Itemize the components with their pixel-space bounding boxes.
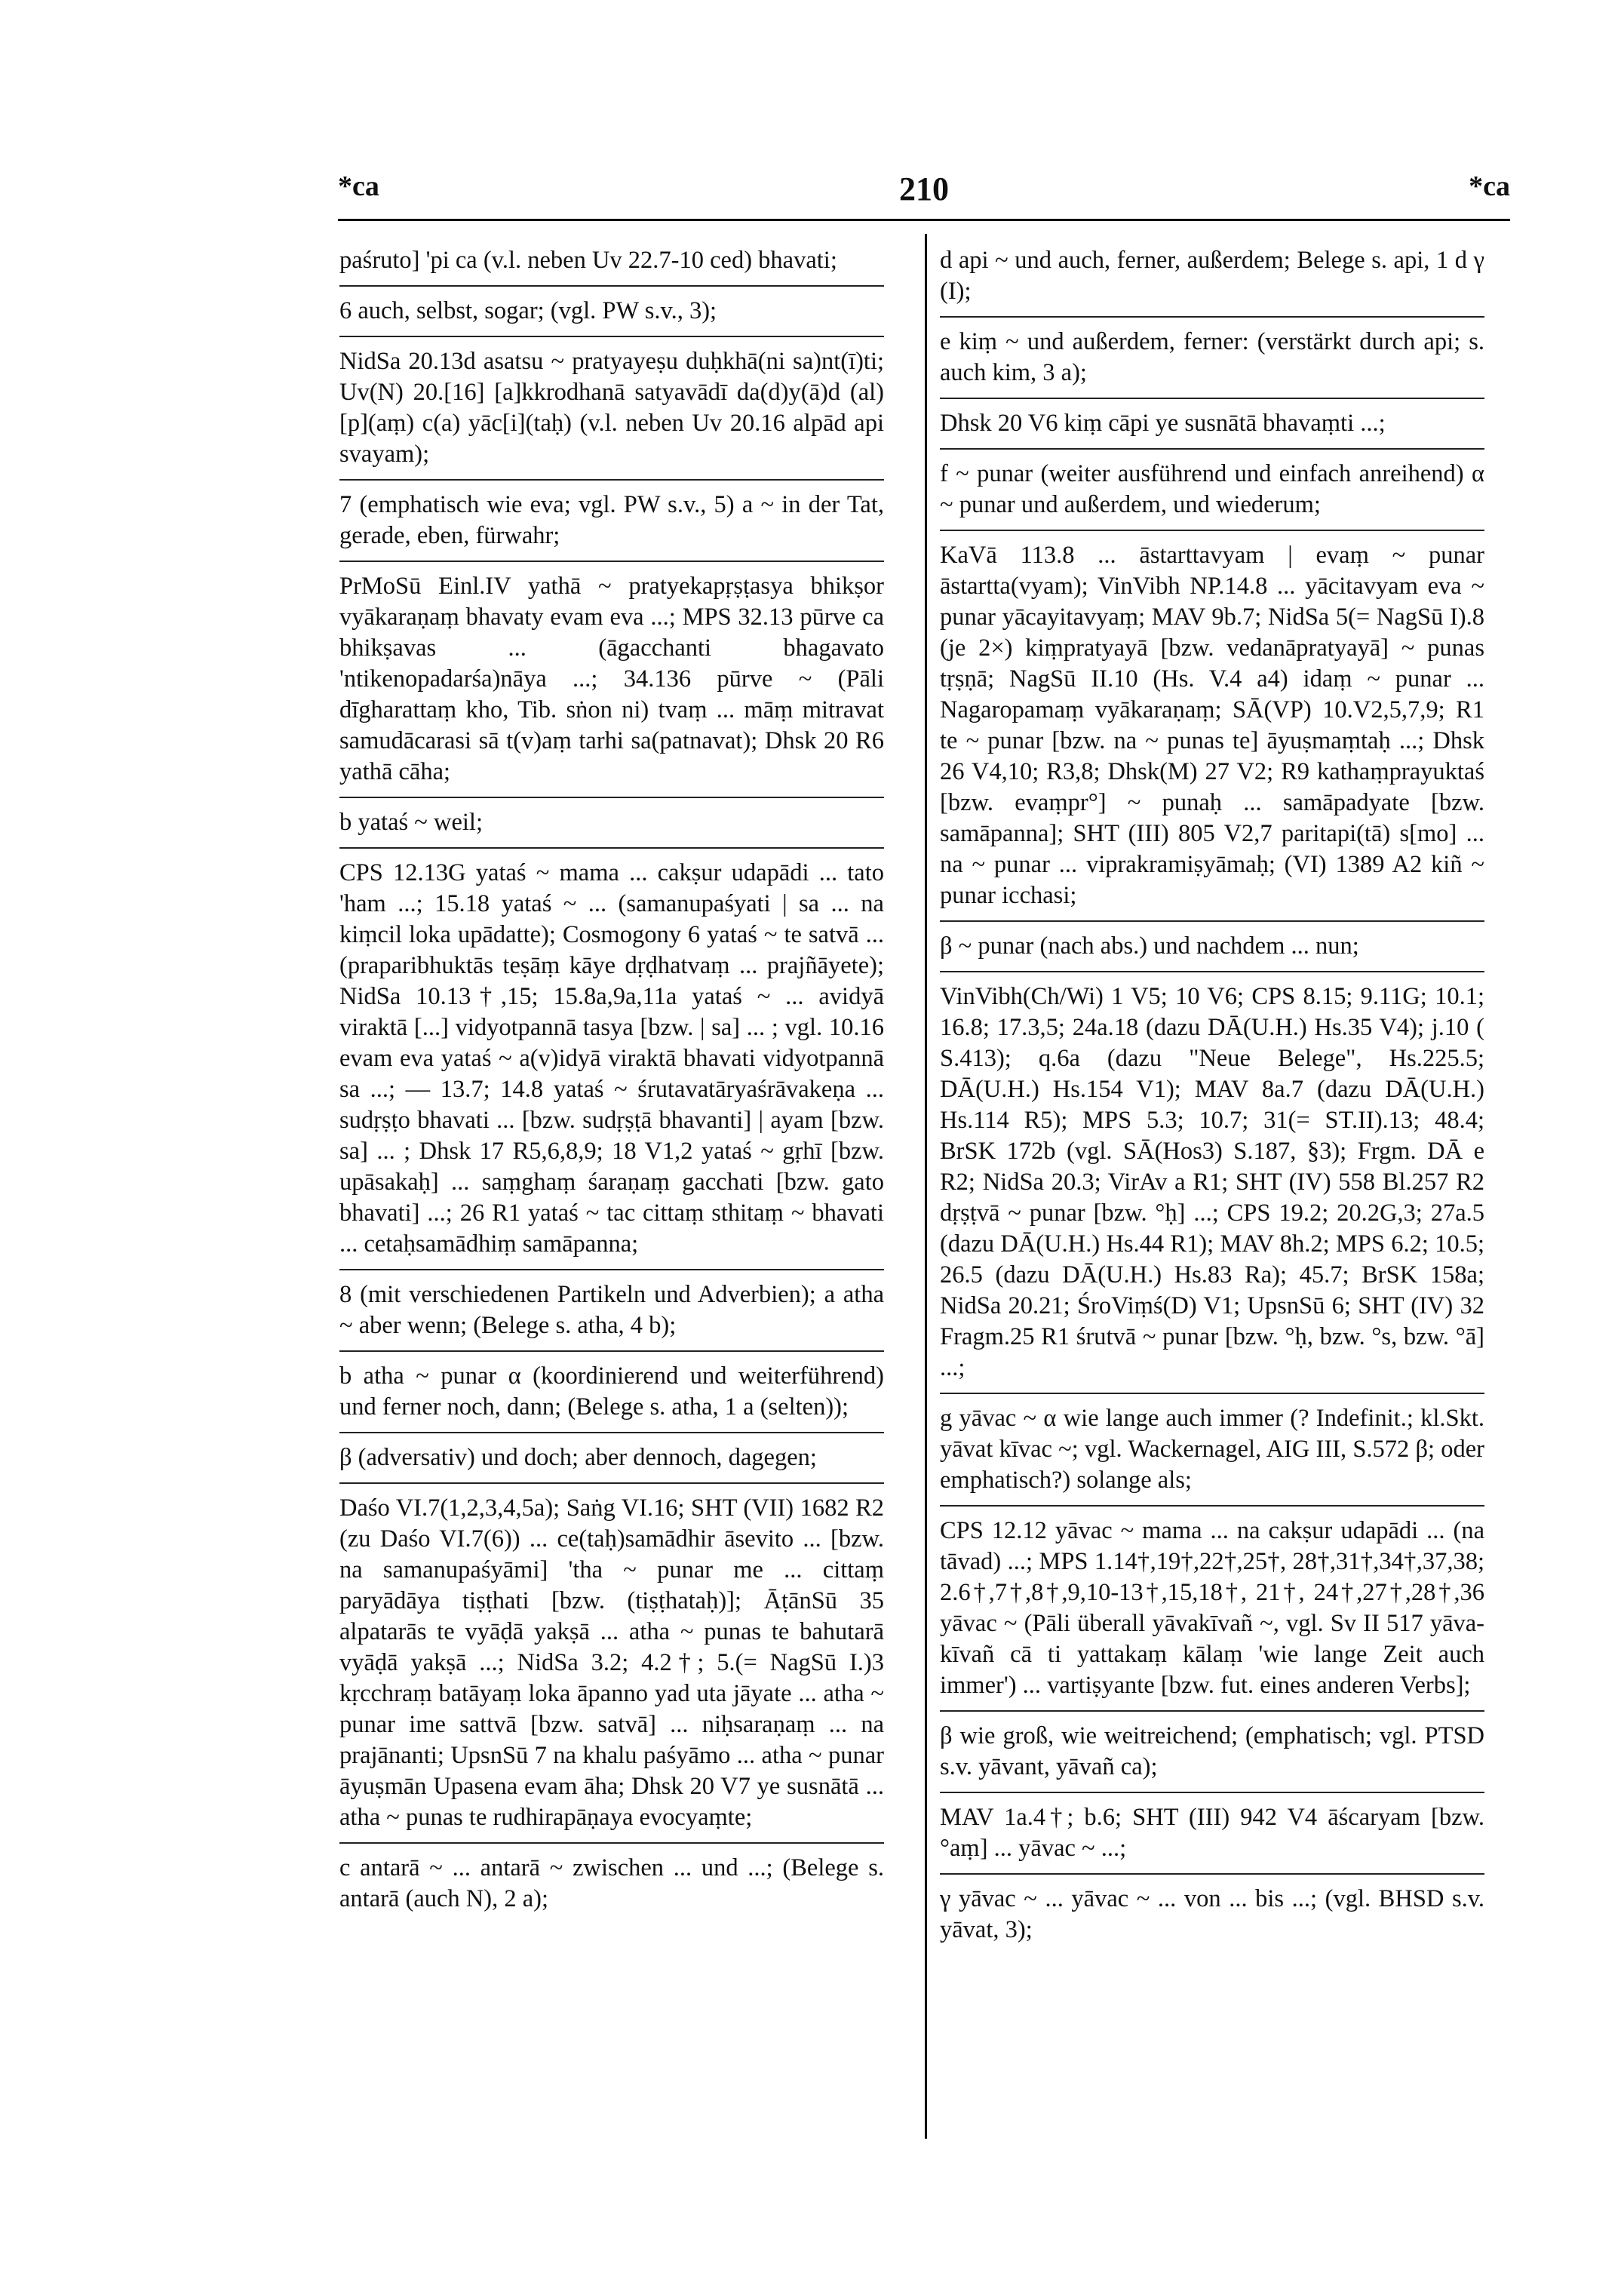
entry: β (adversativ) und doch; aber dennoch, dagegen; — [339, 1444, 817, 1471]
right-column — [940, 245, 1484, 1955]
entry: c antarā ~ ... antarā ~ zwischen ... und ...; (Belege s. antarā (auch N), 2 a); — [339, 1854, 884, 1912]
entry: f ~ punar (weiter ausführend und einfach anreihend) α ~ punar und außerdem, und wiederum; — [940, 460, 1484, 518]
entry-separator — [339, 1350, 884, 1352]
entry: CPS 12.12 yāvac ~ mama ... na cakṣur udapādi ... (na tāvad) ...; MPS 1.14†,19†,22†,25†, 28†,31†,34†,37,38; 2.6†,7†,8†,9,10-13†,15,18†, 21†, 24†,27†,28†,36 yāvac ~ (Pāli überall yāvakīvañ ~, vgl. Sv II 517 yāva-kīvañ cā ti yattakaṃ kālaṃ 'wie lange Zeit auch immer') ... vartiṣyante [bzw. fut. eines anderen Verbs]; — [940, 1517, 1484, 1699]
entry: VinVibh(Ch/Wi) 1 V5; 10 V6; CPS 8.15; 9.11G; 10.1; 16.8; 17.3,5; 24a.18 (dazu DĀ(U.H.) Hs.35 V4); j.10 ( S.413); q.6a (dazu "Neue Belege", Hs.225.5; DĀ(U.H.) Hs.154 V1); MAV 8a.7 (dazu DĀ(U.H.) Hs.114 R5); MPS 5.3; 10.7; 31(= ST.II).13; 48.4; BrSK 172b (vgl. SĀ(Hos3) S.187, §3); Frgm. DĀ e R2; NidSa 20.3; VirAv a R1; SHT (IV) 558 Bl.257 R2 dṛṣṭvā ~ punar [bzw. °ḥ] ...; CPS 19.2; 20.2G,3; 27a.5 (dazu DĀ(U.H.) Hs.44 R1); MAV 8h.2; MPS 6.2; 10.5; 26.5 (dazu DĀ(U.H.) Hs.83 Ra); 45.7; BrSK 158a; NidSa 20.21; ŚroViṃś(D) V1; UpsnSū 6; SHT (IV) 32 Fragm.25 R1 śrutvā ~ punar [bzw. °ḥ, bzw. °s, bzw. °ā] ...; — [940, 983, 1484, 1381]
entry-separator — [940, 1792, 1484, 1793]
entry: CPS 12.13G yataś ~ mama ... cakṣur udapādi ... tato 'ham ...; 15.18 yataś ~ ... (samanupaśyati | sa ... na kiṃcil loka upādatte); Cosmogony 6 yataś ~ te satvā ... (praparibhuktās teṣāṃ kāye dṛḍhatvaṃ ... prajñāyete); NidSa 10.13†,15; 15.8a,9a,11a yataś ~ ... avidyā viraktā [...] vidyotpannā tasya [bzw. | sa] ... ; vgl. 10.16 evam eva yataś ~ a(v)idyā viraktā bhavati vidyotpannā sa ...; — 13.7; 14.8 yataś ~ śrutavatāryaśrāvakeṇa ... sudṛṣṭo bhavati ... [bzw. sudṛṣṭā bhavanti] | ayam [bzw. sa] ... ; Dhsk 17 R5,6,8,9; 18 V1,2 yataś ~ gṛhī [bzw. upāsakaḥ] ... saṃghaṃ śaraṇaṃ gacchati [bzw. gato bhavati] ...; 26 R1 yataś ~ tac cittaṃ sthitaṃ ~ bhavati ... cetaḥsamādhiṃ samāpanna; — [339, 859, 884, 1258]
entry-separator — [940, 1873, 1484, 1875]
entry: Dhsk 20 V6 kiṃ cāpi ye susnātā bhavaṃti ...; — [940, 410, 1386, 437]
entry: g yāvac ~ α wie lange auch immer (? Indefinit.; kl.Skt. yāvat kīvac ~; vgl. Wackernagel, AIG III, S.572 β; oder emphatisch?) solange als; — [940, 1405, 1484, 1494]
entry-separator — [940, 316, 1484, 318]
entry-separator — [940, 920, 1484, 922]
entry: 7 (emphatisch wie eva; vgl. PW s.v., 5) a ~ in der Tat, gerade, eben, fürwahr; — [339, 491, 884, 549]
entry-separator — [940, 1505, 1484, 1507]
entry-separator — [339, 285, 884, 287]
entry: paśruto] 'pi ca (v.l. neben Uv 22.7-10 ced) bhavati; — [339, 247, 837, 274]
entry-separator — [339, 797, 884, 798]
page-number: 210 — [899, 170, 949, 207]
entry: β ~ punar (nach abs.) und nachdem ... nun; — [940, 932, 1359, 960]
entry-separator — [339, 847, 884, 849]
entry: Daśo VI.7(1,2,3,4,5a); Saṅg VI.16; SHT (VII) 1682 R2 (zu Daśo VI.7(6)) ... ce(taḥ)samādhir āsevito ... [bzw. na samanupaśyāmi] 'tha ~ punar me ... cittaṃ paryādāya tiṣṭhati [bzw. (tiṣṭhataḥ)]; ĀṭānSū 35 alpatarās te vyāḍā yakṣā ... atha ~ punas te bahutarā vyāḍā yakṣā ...; NidSa 3.2; 4.2†; 5.(= NagSū I.)3 kṛcchraṃ batāyaṃ loka āpanno yad uta jāyate ... atha ~ punar ime sattvā [bzw. satvā] ... niḥsaraṇaṃ ... na prajānanti; UpsnSū 7 na khalu paśyāmo ... atha ~ punar āyuṣmān Upasena evam āha; Dhsk 20 V7 ye susnātā ... atha ~ punas te rudhirapāṇaya evocyaṃte; — [339, 1494, 884, 1831]
left-column — [339, 245, 884, 1924]
entry: PrMoSū Einl.IV yathā ~ pratyekapṛṣṭasya bhikṣor vyākaraṇaṃ bhavaty evam eva ...; MPS 32.13 pūrve ca bhikṣavas ... (āgacchanti bhagavato 'ntikenopadarśa)nāya ...; 34.136 pūrve ~ (Pāli dīgharattaṃ kho, Tib. sṅon ni) tvaṃ ... māṃ mitravat samudācarasi sā t(v)aṃ tarhi sa(patnavat); Dhsk 20 R6 yathā cāha; — [339, 573, 884, 785]
entry-separator — [940, 971, 1484, 972]
entry-separator — [339, 1269, 884, 1270]
header-left-keyword: *ca — [338, 170, 379, 202]
entry-separator — [339, 1432, 884, 1433]
header-rule — [338, 219, 1510, 221]
entry: β wie groß, wie weitreichend; (emphatisch; vgl. PTSD s.v. yāvant, yāvañ ca); — [940, 1722, 1484, 1780]
entry-separator — [339, 1842, 884, 1844]
entry-separator — [339, 336, 884, 337]
entry: d api ~ und auch, ferner, außerdem; Belege s. api, 1 d γ (I); — [940, 247, 1484, 305]
entry: NidSa 20.13d asatsu ~ pratyayeṣu duḥkhā(ni sa)nt(ī)ti; Uv(N) 20.[16] [a]kkrodhanā satyavādī da(d)y(ā)d (al)[p](aṃ) c(a) yāc[i](taḥ) (v.l. neben Uv 20.16 alpād api svayam); — [339, 348, 884, 468]
entry-separator — [339, 1482, 884, 1484]
header-right-keyword: *ca — [1469, 170, 1510, 202]
entry-separator — [940, 398, 1484, 399]
entry: γ yāvac ~ ... yāvac ~ ... von ... bis ...; (vgl. BHSD s.v. yāvat, 3); — [940, 1885, 1484, 1943]
column-divider — [925, 234, 927, 2139]
entry-separator — [339, 561, 884, 562]
entry-separator — [339, 479, 884, 481]
entry: 6 auch, selbst, sogar; (vgl. PW s.v., 3); — [339, 297, 717, 324]
entry: KaVā 113.8 ... āstarttavyam | evaṃ ~ punar āstartta(vyam); VinVibh NP.14.8 ... yācitavyam eva ~ punar yācayitavyaṃ; MAV 9b.7; NidSa 5(= NagSū I).8 (je 2×) kiṃpratyayā [bzw. vedanāpratyayā] ~ punas tṛṣṇā; NagSū II.10 (Hs. V.4 a4) idaṃ ~ punar ... Nagaropamaṃ vyākaraṇaṃ; SĀ(VP) 10.V2,5,7,9; R1 te ~ punar [bzw. na ~ punas te] āyuṣmaṃtaḥ ...; Dhsk 26 V4,10; R3,8; Dhsk(M) 27 V2; R9 kathaṃprayuktaś [bzw. evaṃpr°] ~ punaḥ ... samāpadyate [bzw. samāpanna]; SHT (III) 805 V2,7 paritapi(tā) s[mo] ... na ~ punar ... viprakramiṣyāmaḥ; (VI) 1389 A2 kiñ ~ punar icchasi; — [940, 542, 1484, 909]
entry-separator — [940, 530, 1484, 531]
entry-separator — [940, 1710, 1484, 1712]
entry: b atha ~ punar α (koordinierend und weiterführend) und ferner noch, dann; (Belege s. atha, 1 a (selten)); — [339, 1362, 884, 1421]
entry: e kiṃ ~ und außerdem, ferner: (verstärkt durch api; s. auch kim, 3 a); — [940, 328, 1484, 386]
entry: b yataś ~ weil; — [339, 809, 483, 836]
entry-separator — [940, 1393, 1484, 1394]
entry: 8 (mit verschiedenen Partikeln und Adverbien); a atha ~ aber wenn; (Belege s. atha, 4 b); — [339, 1281, 884, 1339]
entry-separator — [940, 448, 1484, 450]
page-header — [338, 170, 1510, 215]
entry: MAV 1a.4†; b.6; SHT (III) 942 V4 āścaryam [bzw. °aṃ] ... yāvac ~ ...; — [940, 1804, 1484, 1862]
